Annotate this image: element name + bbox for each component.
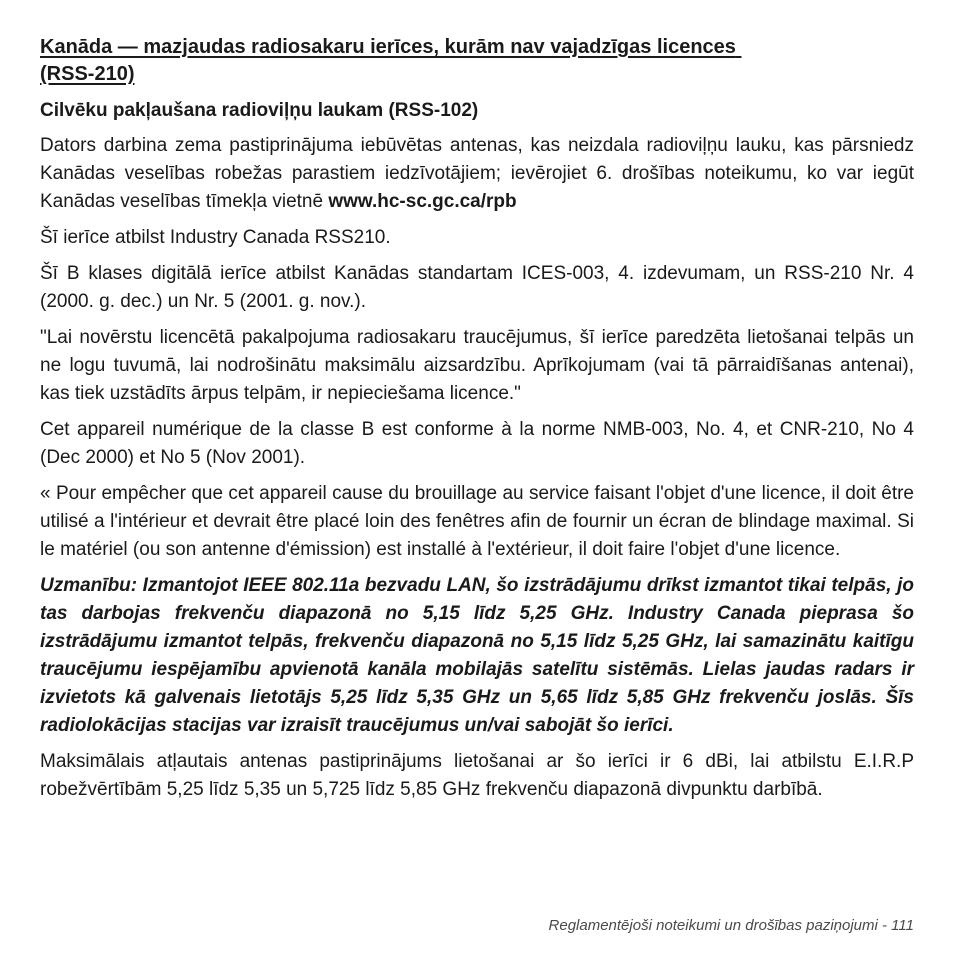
paragraph-exposure-text: Dators darbina zema pastiprinājuma iebūvētas antenas, kas neizdala radioviļņu lauku, kas pārsniedz Kanādas veselības robežas parastiem iedzīvotājiem; ievērojiet 6. drošības noteikumu, ko var iegūt Kanādas veselības tīmekļa vietnē <box>40 135 914 212</box>
document-page <box>40 34 914 812</box>
paragraph-exposure <box>40 132 914 216</box>
section-heading-line2: (RSS-210) <box>40 63 135 85</box>
paragraph-rss210: Šī ierīce atbilst Industry Canada RSS210. <box>40 227 391 248</box>
section-heading-line1: Kanāda — mazjaudas radiosakaru ierīces, kurām nav vajadzīgas licences <box>40 36 736 58</box>
paragraph-ices003: Šī B klases digitālā ierīce atbilst Kanādas standartam ICES-003, 4. izdevumam, un RSS-210 Nr. 4 (2000. g. dec.) un Nr. 5 (2001. g. nov.). <box>40 263 914 312</box>
paragraph-nmb003-fr: Cet appareil numérique de la classe B est conforme à la norme NMB-003, No. 4, et CNR-210, No 4 (Dec 2000) et No 5 (Nov 2001). <box>40 419 914 468</box>
page-footer: Reglamentējoši noteikumi un drošības paziņojumi - 111 <box>548 917 914 934</box>
health-canada-url: www.hc-sc.gc.ca/rpb <box>328 191 517 212</box>
paragraph-licence-lv: "Lai novērstu licencētā pakalpojuma radiosakaru traucējumus, šī ierīce paredzēta lietošanai telpās un ne logu tuvumā, lai nodrošinātu maksimālu aizsardzību. Aprīkojumam (vai tā pārraidīšanas antenai), kas tiek uzstādīts ārpus telpām, ir nepieciešama licence." <box>40 327 914 404</box>
section-subheading: Cilvēku pakļaušana radioviļņu laukam (RSS-102) <box>40 100 479 121</box>
paragraph-licence-fr: « Pour empêcher que cet appareil cause du brouillage au service faisant l'objet d'une licence, il doit être utilisé a l'intérieur et devrait être placé loin des fenêtres afin de fournir un écran de blindage maximal. Si le matériel (ou son antenne d'émission) est installé à l'extérieur, il doit faire l'objet d'une licence. <box>40 483 914 560</box>
section-heading <box>40 34 914 88</box>
paragraph-antenna-gain: Maksimālais atļautais antenas pastiprinājums lietošanai ar šo ierīci ir 6 dBi, lai atbilstu E.I.R.P robežvērtībām 5,25 līdz 5,35 un 5,725 līdz 5,85 GHz frekvenču diapazonā divpunktu darbībā. <box>40 751 914 800</box>
warning-paragraph: Uzmanību: Izmantojot IEEE 802.11a bezvadu LAN, šo izstrādājumu drīkst izmantot tikai telpās, jo tas darbojas frekvenču diapazonā no 5,15 līdz 5,25 GHz. Industry Canada pieprasa šo izstrādājumu izmantot telpās, frekvenču diapazonā no 5,15 līdz 5,25 GHz, lai samazinātu kaitīgu traucējumu iespējamību apvienotā kanāla mobilajās satelītu sistēmās. Lielas jaudas radars ir izvietots kā galvenais lietotājs 5,25 līdz 5,35 GHz un 5,65 līdz 5,85 GHz frekvenču joslās. Šīs radiolokācijas stacijas var izraisīt traucējumus un/vai sabojāt šo ierīci. <box>40 575 914 736</box>
